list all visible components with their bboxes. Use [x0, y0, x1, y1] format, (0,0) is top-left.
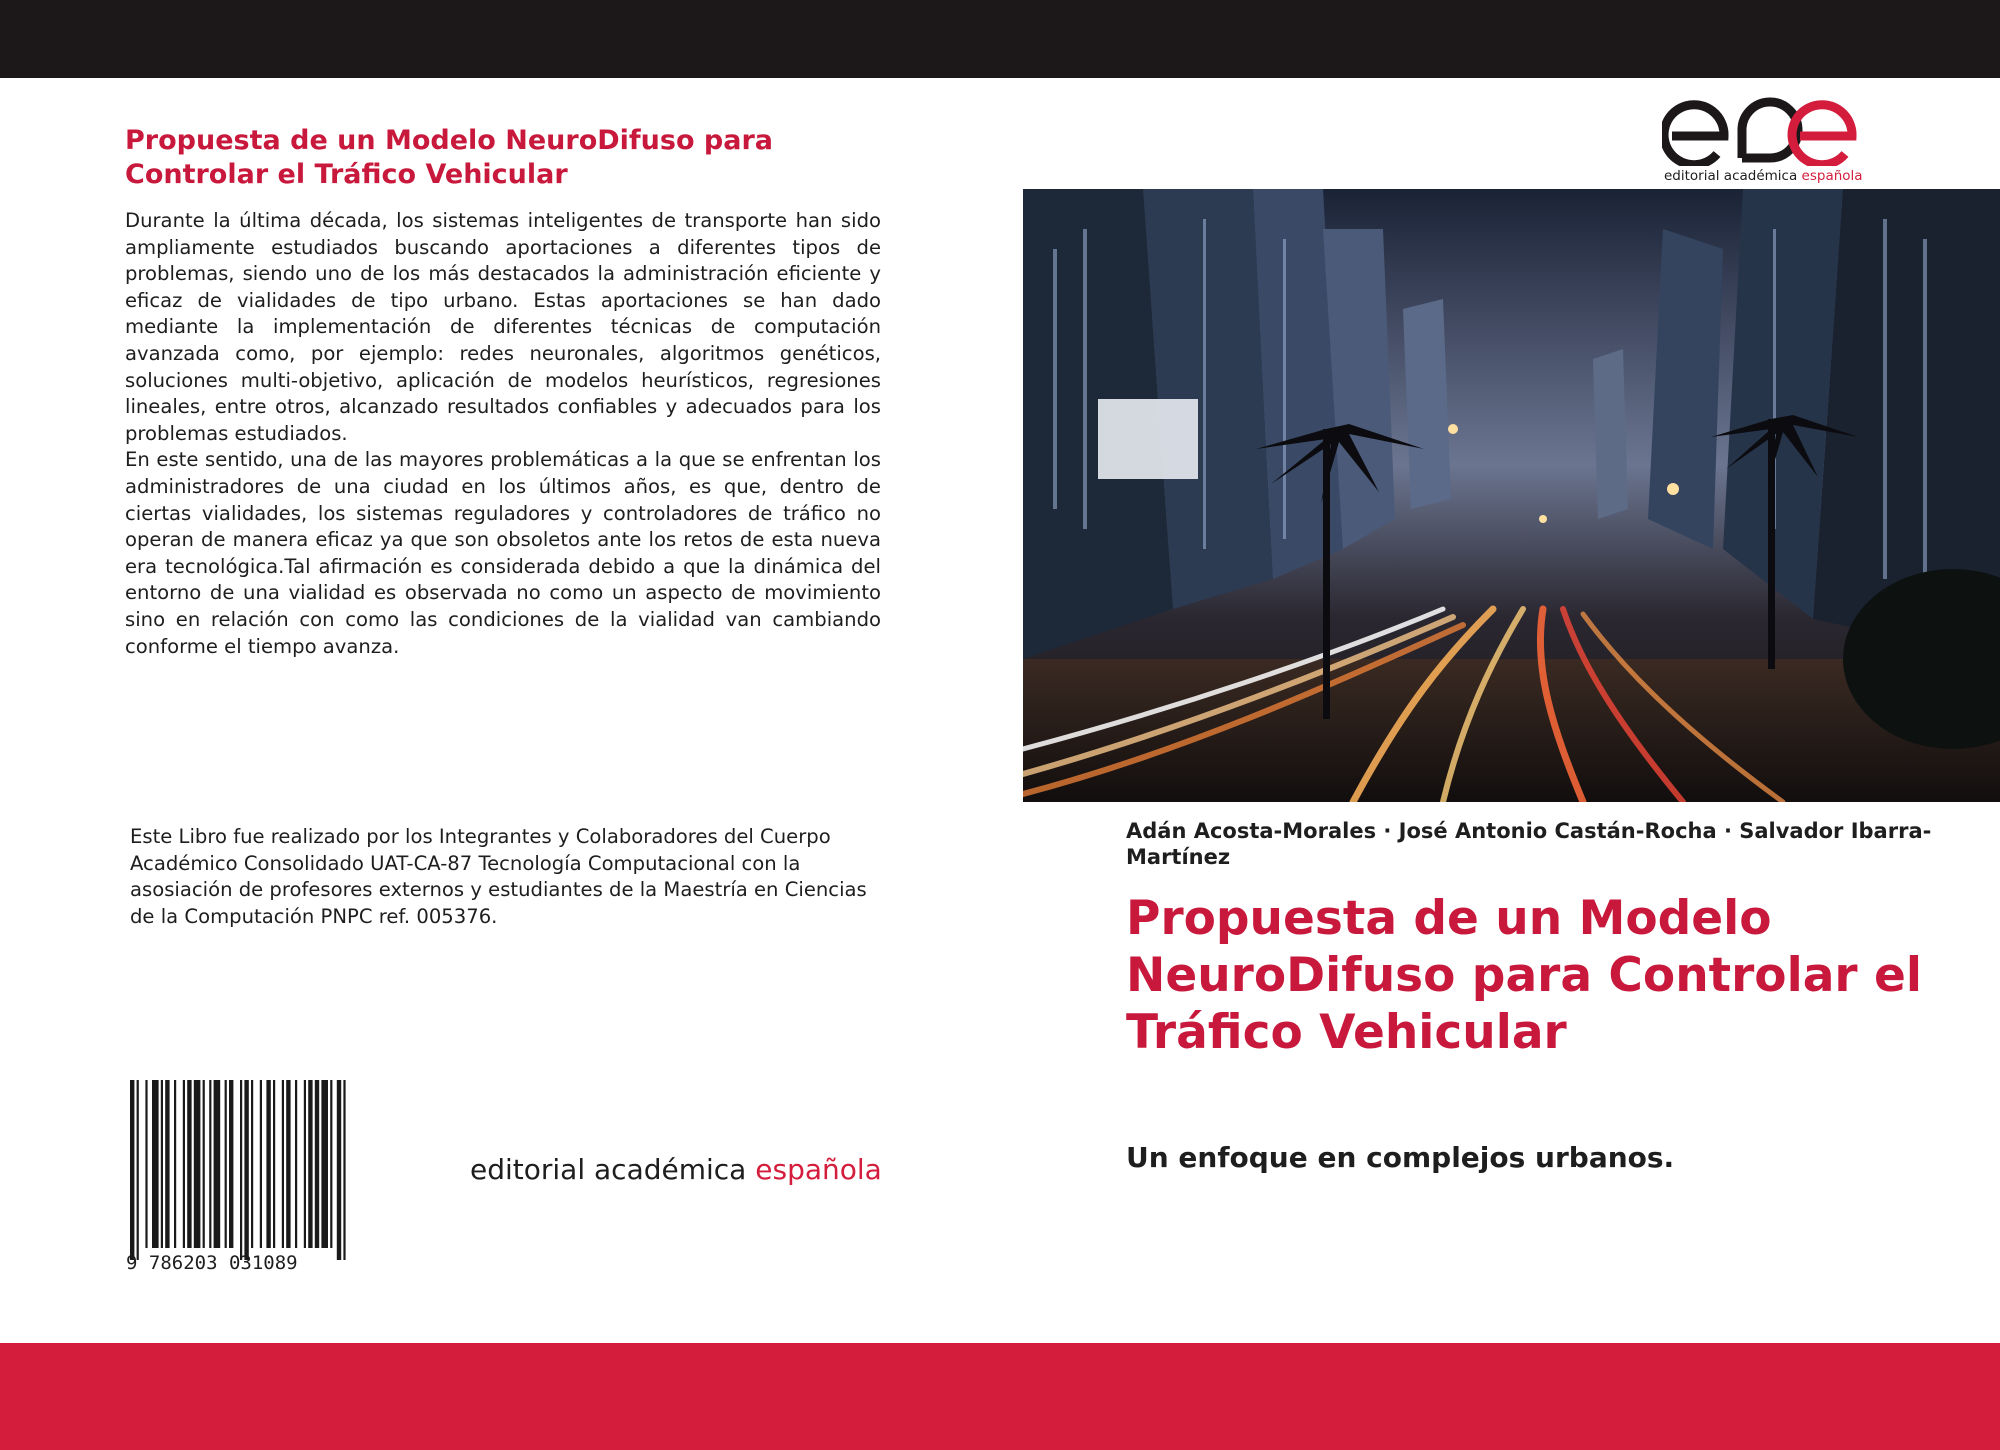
barcode-bar — [337, 1080, 341, 1260]
top-band — [0, 0, 2000, 78]
blurb-paragraph-1: Durante la última década, los sistemas inteligentes de transporte han sido ampliamente estudiados buscando aportaciones a diferentes tipos de problemas, siendo uno de los más destacados la administración eficiente y eficaz de vialidades de tipo urbano. Estas aportaciones se han dado mediante la implementación de diferentes técnicas de computación avanzada como, por ejemplo: redes neuronales, algoritmos genéticos, soluciones multi-objetivo, aplicación de modelos heurísticos, regresiones lineales, entre otros, alcanzado resultados confiables y adecuados para los problemas estudiados. — [125, 209, 881, 445]
back-cover-title: Propuesta de un Modelo NeuroDifuso para Controlar el Tráfico Vehicular — [125, 125, 773, 190]
barcode-bar — [187, 1080, 191, 1248]
barcode-bar — [315, 1080, 319, 1248]
barcode-bar — [145, 1080, 147, 1248]
barcode-bar — [203, 1080, 205, 1248]
barcode-bar — [229, 1080, 233, 1248]
barcode-bar — [165, 1080, 169, 1248]
barcode-bar — [240, 1080, 242, 1260]
barcode-bar — [330, 1080, 332, 1248]
barcode-bar — [225, 1080, 227, 1248]
barcode-bar — [152, 1080, 159, 1248]
back-publisher-main: editorial académica — [470, 1153, 756, 1186]
bottom-band — [0, 1343, 2000, 1450]
barcode-icon — [126, 1080, 446, 1260]
barcode-bar — [286, 1080, 290, 1248]
back-publisher-name — [470, 1153, 882, 1186]
isbn-barcode — [126, 1080, 446, 1280]
logo-caption-main: editorial académica — [1664, 168, 1802, 184]
authors: Adán Acosta-Morales · José Antonio Castán-Rocha · Salvador Ibarra-Martínez — [1126, 819, 1932, 869]
city-night-traffic-photo — [1023, 189, 2000, 802]
blurb-paragraph-2: En este sentido, una de las mayores problemáticas a la que se enfrentan los administradores de una ciudad en los últimos años, es que, dentro de ciertas vialidades, los sistemas reguladores y controladores de tráfico no operan de manera eficaz ya que son obsoletos ante los retos de esta nueva era tecnológica.Tal afirmación es considerada debido a que la dinámica del entorno de una vialidad es observada no como un aspecto de movimiento sino en relación con como las condiciones de la vialidad van cambiando conforme el tiempo avanza. — [125, 448, 881, 658]
barcode-bar — [183, 1080, 185, 1248]
barcode-bar — [282, 1080, 284, 1248]
barcode-bar — [266, 1080, 270, 1248]
barcode-bar — [244, 1080, 248, 1260]
isbn-number: 9 786203 031089 — [126, 1252, 298, 1274]
back-cover-blurb — [125, 208, 881, 660]
barcode-bar — [273, 1080, 275, 1248]
barcode-bar — [214, 1080, 221, 1248]
logo-caption-accent: española — [1801, 168, 1863, 184]
barcode-bar — [174, 1080, 176, 1248]
back-cover-note: Este Libro fue realizado por los Integrantes y Colaboradores del Cuerpo Académico Consolidado UAT-CA-87 Tecnología Computacional con la asosiación de profesores externos y estudiantes de la Maestría en Ciencias de la Computación PNPC ref. 005376. — [130, 825, 867, 928]
barcode-bar — [343, 1080, 345, 1260]
logo-caption — [1664, 168, 1886, 184]
barcode-bar — [251, 1080, 253, 1248]
barcode-bar — [295, 1080, 297, 1248]
barcode-bar — [130, 1080, 134, 1260]
barcode-bar — [194, 1080, 201, 1248]
barcode-bar — [137, 1080, 139, 1260]
barcode-bar — [304, 1080, 306, 1248]
barcode-bar — [260, 1080, 262, 1248]
barcode-bar — [321, 1080, 328, 1248]
front-cover-subtitle: Un enfoque en complejos urbanos. — [1126, 1141, 1675, 1174]
barcode-bar — [161, 1080, 163, 1248]
back-publisher-accent: española — [755, 1153, 882, 1186]
barcode-bar — [209, 1080, 211, 1248]
barcode-bar — [308, 1080, 312, 1248]
front-cover-title: Propuesta de un Modelo NeuroDifuso para Controlar el Tráfico Vehicular — [1126, 891, 1922, 1060]
